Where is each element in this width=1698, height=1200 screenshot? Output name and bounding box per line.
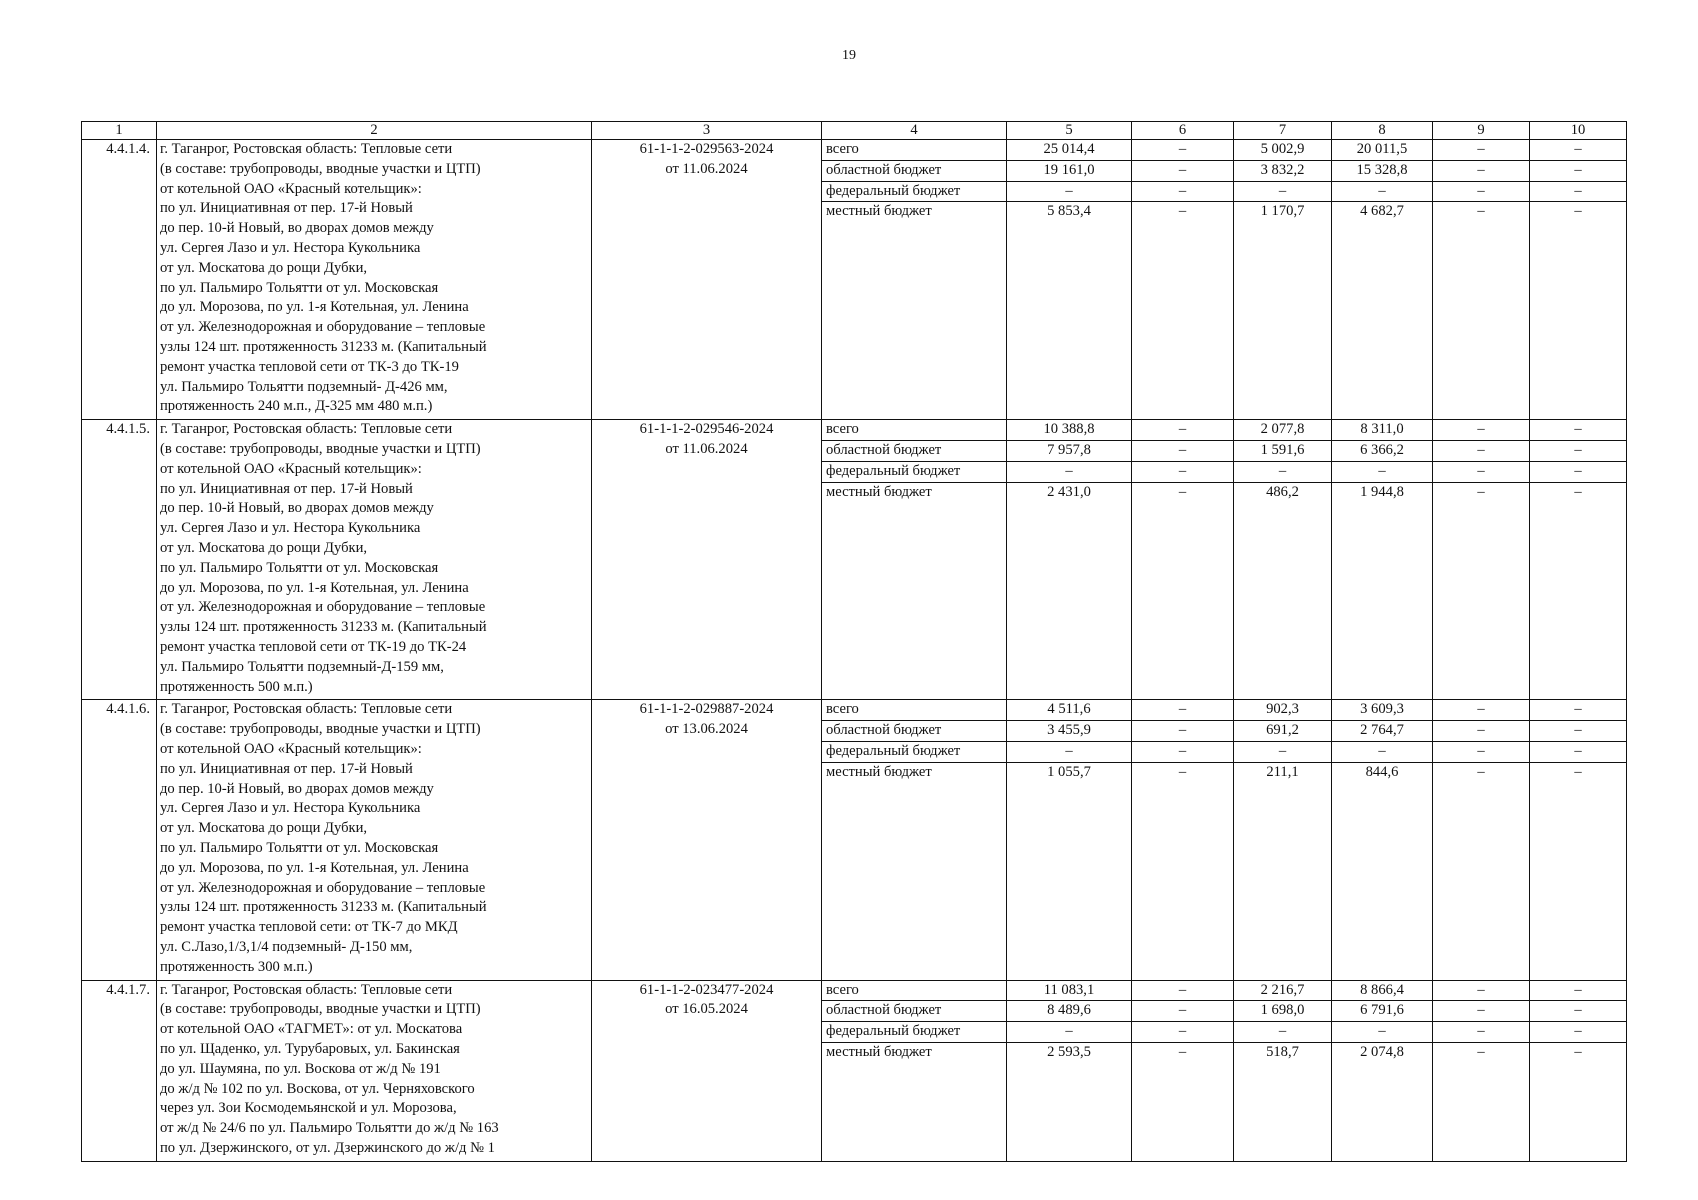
amount-c10: – <box>1530 140 1627 161</box>
table-row <box>82 980 1627 1001</box>
description-line: по ул. Инициативная от пер. 17-й Новый <box>160 200 413 217</box>
description-line: г. Таганрог, Ростовская область: Тепловые сети <box>160 421 453 438</box>
column-number: 2 <box>157 122 592 140</box>
description-line: от котельной ОАО «ТАГМЕТ»: от ул. Москатова <box>160 1021 463 1038</box>
amount-c5: 25 014,4 <box>1007 140 1132 161</box>
amount-c8: 15 328,8 <box>1332 160 1433 181</box>
amount-c6: – <box>1132 202 1234 420</box>
amount-c6: – <box>1132 160 1234 181</box>
description-line: узлы 124 шт. протяженность 31233 м. (Капитальный <box>160 338 487 355</box>
amount-c10: – <box>1530 440 1627 461</box>
description-line: от ул. Железнодорожная и оборудование – тепловые <box>160 879 486 896</box>
description-line: до пер. 10-й Новый, во дворах домов между <box>160 780 434 797</box>
description-line: до пер. 10-й Новый, во дворах домов между <box>160 220 434 237</box>
amount-c10: – <box>1530 160 1627 181</box>
amount-c10: – <box>1530 1042 1627 1161</box>
description-line: до ул. Морозова, по ул. 1-я Котельная, ул. Ленина <box>160 299 469 316</box>
amount-c7: 2 077,8 <box>1234 420 1332 441</box>
table-row <box>82 700 1627 721</box>
budget-table <box>81 121 1627 1162</box>
description-line: от ул. Москатова до рощи Дубки, <box>160 539 368 556</box>
amount-c7: 1 698,0 <box>1234 1001 1332 1022</box>
description-line: протяженность 300 м.п.) <box>160 958 313 975</box>
amount-c9: – <box>1433 420 1530 441</box>
amount-c5: 1 055,7 <box>1007 762 1132 980</box>
funding-source: областной бюджет <box>822 1001 1007 1022</box>
amount-c7: 2 216,7 <box>1234 980 1332 1001</box>
amount-c9: – <box>1433 202 1530 420</box>
description-line: ул. С.Лазо,1/3,1/4 подземный- Д-150 мм, <box>160 938 413 955</box>
registration-number: 61-1-1-2-029546-2024 <box>639 421 774 438</box>
funding-source: всего <box>822 980 1007 1001</box>
description-line: (в составе: трубопроводы, вводные участки и ЦТП) <box>160 721 481 738</box>
registration-date: от 13.06.2024 <box>665 721 748 738</box>
description-line: по ул. Пальмиро Тольятти от ул. Московская <box>160 559 439 576</box>
amount-c8: – <box>1332 461 1433 482</box>
object-description <box>157 420 592 700</box>
amount-c6: – <box>1132 762 1234 980</box>
amount-c7: 691,2 <box>1234 721 1332 742</box>
amount-c7: 3 832,2 <box>1234 160 1332 181</box>
description-line: ул. Сергея Лазо и ул. Нестора Кукольника <box>160 520 421 537</box>
amount-c8: 2 764,7 <box>1332 721 1433 742</box>
amount-c5: 2 593,5 <box>1007 1042 1132 1161</box>
amount-c6: – <box>1132 181 1234 202</box>
amount-c10: – <box>1530 202 1627 420</box>
description-line: узлы 124 шт. протяженность 31233 м. (Капитальный <box>160 899 487 916</box>
amount-c5: – <box>1007 461 1132 482</box>
description-line: от ул. Москатова до рощи Дубки, <box>160 820 368 837</box>
amount-c8: 2 074,8 <box>1332 1042 1433 1161</box>
description-line: от ул. Железнодорожная и оборудование – тепловые <box>160 599 486 616</box>
amount-c6: – <box>1132 1022 1234 1043</box>
amount-c10: – <box>1530 721 1627 742</box>
column-number: 4 <box>822 122 1007 140</box>
description-line: от ул. Москатова до рощи Дубки, <box>160 259 368 276</box>
description-line: ул. Сергея Лазо и ул. Нестора Кукольника <box>160 239 421 256</box>
amount-c8: 844,6 <box>1332 762 1433 980</box>
column-number: 10 <box>1530 122 1627 140</box>
description-line: до пер. 10-й Новый, во дворах домов между <box>160 500 434 517</box>
table-body <box>82 122 1627 1162</box>
amount-c7: 1 591,6 <box>1234 440 1332 461</box>
description-line: (в составе: трубопроводы, вводные участки и ЦТП) <box>160 440 481 457</box>
description-line: (в составе: трубопроводы, вводные участки и ЦТП) <box>160 160 481 177</box>
registration-info <box>592 980 822 1161</box>
amount-c6: – <box>1132 721 1234 742</box>
description-line: ул. Пальмиро Тольятти подземный-Д-159 мм, <box>160 658 444 675</box>
amount-c8: 8 866,4 <box>1332 980 1433 1001</box>
description-line: г. Таганрог, Ростовская область: Тепловые сети <box>160 701 453 718</box>
description-line: до ул. Морозова, по ул. 1-я Котельная, ул. Ленина <box>160 579 469 596</box>
amount-c5: 10 388,8 <box>1007 420 1132 441</box>
registration-date: от 11.06.2024 <box>665 160 748 177</box>
amount-c5: 5 853,4 <box>1007 202 1132 420</box>
amount-c8: – <box>1332 741 1433 762</box>
description-line: ремонт участка тепловой сети от ТК-3 до ТК-19 <box>160 358 459 375</box>
amount-c7: 1 170,7 <box>1234 202 1332 420</box>
amount-c9: – <box>1433 1022 1530 1043</box>
description-line: ул. Сергея Лазо и ул. Нестора Кукольника <box>160 800 421 817</box>
amount-c8: 4 682,7 <box>1332 202 1433 420</box>
amount-c5: 4 511,6 <box>1007 700 1132 721</box>
funding-source: федеральный бюджет <box>822 461 1007 482</box>
funding-source: федеральный бюджет <box>822 741 1007 762</box>
amount-c10: – <box>1530 181 1627 202</box>
description-line: от котельной ОАО «Красный котельщик»: <box>160 740 422 757</box>
amount-c9: – <box>1433 980 1530 1001</box>
amount-c6: – <box>1132 140 1234 161</box>
table-row <box>82 140 1627 161</box>
description-line: узлы 124 шт. протяженность 31233 м. (Капитальный <box>160 619 487 636</box>
funding-source: областной бюджет <box>822 440 1007 461</box>
description-line: от ж/д № 24/6 по ул. Пальмиро Тольятти до ж/д № 163 <box>160 1120 499 1137</box>
amount-c8: 6 366,2 <box>1332 440 1433 461</box>
table-row <box>82 420 1627 441</box>
amount-c9: – <box>1433 1042 1530 1161</box>
amount-c5: – <box>1007 181 1132 202</box>
funding-source: областной бюджет <box>822 721 1007 742</box>
registration-number: 61-1-1-2-029563-2024 <box>639 141 774 157</box>
row-code: 4.4.1.6. <box>82 700 157 980</box>
description-line: по ул. Щаденко, ул. Турубаровых, ул. Бакинская <box>160 1040 460 1057</box>
funding-source: федеральный бюджет <box>822 181 1007 202</box>
amount-c5: – <box>1007 741 1132 762</box>
description-line: по ул. Дзержинского, от ул. Дзержинского до ж/д № 1 <box>160 1139 495 1156</box>
row-code: 4.4.1.5. <box>82 420 157 700</box>
amount-c8: 1 944,8 <box>1332 482 1433 700</box>
amount-c10: – <box>1530 1022 1627 1043</box>
description-line: (в составе: трубопроводы, вводные участки и ЦТП) <box>160 1001 481 1018</box>
amount-c8: 20 011,5 <box>1332 140 1433 161</box>
amount-c9: – <box>1433 741 1530 762</box>
amount-c5: 7 957,8 <box>1007 440 1132 461</box>
amount-c9: – <box>1433 440 1530 461</box>
registration-info <box>592 700 822 980</box>
description-line: протяженность 500 м.п.) <box>160 678 313 695</box>
description-line: ремонт участка тепловой сети от ТК-19 до ТК-24 <box>160 638 467 655</box>
amount-c10: – <box>1530 482 1627 700</box>
amount-c9: – <box>1433 181 1530 202</box>
description-line: по ул. Пальмиро Тольятти от ул. Московская <box>160 279 439 296</box>
amount-c7: 5 002,9 <box>1234 140 1332 161</box>
amount-c10: – <box>1530 700 1627 721</box>
description-line: по ул. Инициативная от пер. 17-й Новый <box>160 760 413 777</box>
registration-info <box>592 140 822 420</box>
column-number: 7 <box>1234 122 1332 140</box>
funding-source: местный бюджет <box>822 762 1007 980</box>
funding-source: всего <box>822 420 1007 441</box>
amount-c6: – <box>1132 461 1234 482</box>
amount-c6: – <box>1132 700 1234 721</box>
amount-c5: 2 431,0 <box>1007 482 1132 700</box>
amount-c7: – <box>1234 741 1332 762</box>
amount-c7: 902,3 <box>1234 700 1332 721</box>
amount-c5: 11 083,1 <box>1007 980 1132 1001</box>
funding-source: всего <box>822 700 1007 721</box>
funding-source: всего <box>822 140 1007 161</box>
amount-c6: – <box>1132 741 1234 762</box>
amount-c9: – <box>1433 700 1530 721</box>
amount-c9: – <box>1433 140 1530 161</box>
amount-c10: – <box>1530 980 1627 1001</box>
description-line: до ул. Шаумяна, по ул. Воскова от ж/д № 191 <box>160 1060 441 1077</box>
amount-c10: – <box>1530 420 1627 441</box>
column-number: 9 <box>1433 122 1530 140</box>
column-number: 3 <box>592 122 822 140</box>
description-line: протяженность 240 м.п., Д-325 мм 480 м.п.) <box>160 398 433 415</box>
description-line: до ж/д № 102 по ул. Воскова, от ул. Черняховского <box>160 1080 475 1097</box>
description-line: от котельной ОАО «Красный котельщик»: <box>160 180 422 197</box>
amount-c5: 19 161,0 <box>1007 160 1132 181</box>
description-line: г. Таганрог, Ростовская область: Тепловые сети <box>160 981 453 998</box>
page-number: 19 <box>842 48 856 63</box>
funding-source: местный бюджет <box>822 1042 1007 1161</box>
row-code: 4.4.1.4. <box>82 140 157 420</box>
funding-source: областной бюджет <box>822 160 1007 181</box>
amount-c6: – <box>1132 420 1234 441</box>
amount-c8: 8 311,0 <box>1332 420 1433 441</box>
amount-c8: 3 609,3 <box>1332 700 1433 721</box>
amount-c8: – <box>1332 1022 1433 1043</box>
registration-date: от 11.06.2024 <box>665 440 748 457</box>
description-line: от котельной ОАО «Красный котельщик»: <box>160 460 422 477</box>
description-line: г. Таганрог, Ростовская область: Тепловые сети <box>160 141 453 157</box>
amount-c6: – <box>1132 1042 1234 1161</box>
amount-c10: – <box>1530 741 1627 762</box>
amount-c9: – <box>1433 721 1530 742</box>
amount-c5: – <box>1007 1022 1132 1043</box>
column-number-row <box>82 122 1627 140</box>
description-line: по ул. Инициативная от пер. 17-й Новый <box>160 480 413 497</box>
object-description <box>157 700 592 980</box>
description-line: через ул. Зои Космодемьянской и ул. Морозова, <box>160 1100 457 1117</box>
amount-c8: 6 791,6 <box>1332 1001 1433 1022</box>
row-code: 4.4.1.7. <box>82 980 157 1161</box>
amount-c7: – <box>1234 1022 1332 1043</box>
registration-info <box>592 420 822 700</box>
amount-c6: – <box>1132 1001 1234 1022</box>
amount-c9: – <box>1433 1001 1530 1022</box>
amount-c5: 8 489,6 <box>1007 1001 1132 1022</box>
amount-c5: 3 455,9 <box>1007 721 1132 742</box>
description-line: по ул. Пальмиро Тольятти от ул. Московская <box>160 839 439 856</box>
amount-c9: – <box>1433 762 1530 980</box>
amount-c7: 211,1 <box>1234 762 1332 980</box>
amount-c6: – <box>1132 980 1234 1001</box>
description-line: ул. Пальмиро Тольятти подземный- Д-426 мм, <box>160 378 448 395</box>
column-number: 8 <box>1332 122 1433 140</box>
registration-number: 61-1-1-2-029887-2024 <box>639 701 774 718</box>
object-description <box>157 980 592 1161</box>
amount-c10: – <box>1530 461 1627 482</box>
amount-c7: 486,2 <box>1234 482 1332 700</box>
amount-c9: – <box>1433 160 1530 181</box>
registration-date: от 16.05.2024 <box>665 1001 748 1018</box>
amount-c9: – <box>1433 461 1530 482</box>
amount-c7: – <box>1234 461 1332 482</box>
funding-source: местный бюджет <box>822 202 1007 420</box>
column-number: 5 <box>1007 122 1132 140</box>
column-number: 6 <box>1132 122 1234 140</box>
amount-c8: – <box>1332 181 1433 202</box>
funding-source: федеральный бюджет <box>822 1022 1007 1043</box>
object-description <box>157 140 592 420</box>
amount-c10: – <box>1530 762 1627 980</box>
funding-source: местный бюджет <box>822 482 1007 700</box>
amount-c6: – <box>1132 482 1234 700</box>
amount-c7: – <box>1234 181 1332 202</box>
description-line: от ул. Железнодорожная и оборудование – тепловые <box>160 319 486 336</box>
amount-c6: – <box>1132 440 1234 461</box>
amount-c9: – <box>1433 482 1530 700</box>
registration-number: 61-1-1-2-023477-2024 <box>639 981 774 998</box>
description-line: ремонт участка тепловой сети: от ТК-7 до МКД <box>160 919 458 936</box>
amount-c7: 518,7 <box>1234 1042 1332 1161</box>
description-line: до ул. Морозова, по ул. 1-я Котельная, ул. Ленина <box>160 859 469 876</box>
column-number: 1 <box>82 122 157 140</box>
amount-c10: – <box>1530 1001 1627 1022</box>
